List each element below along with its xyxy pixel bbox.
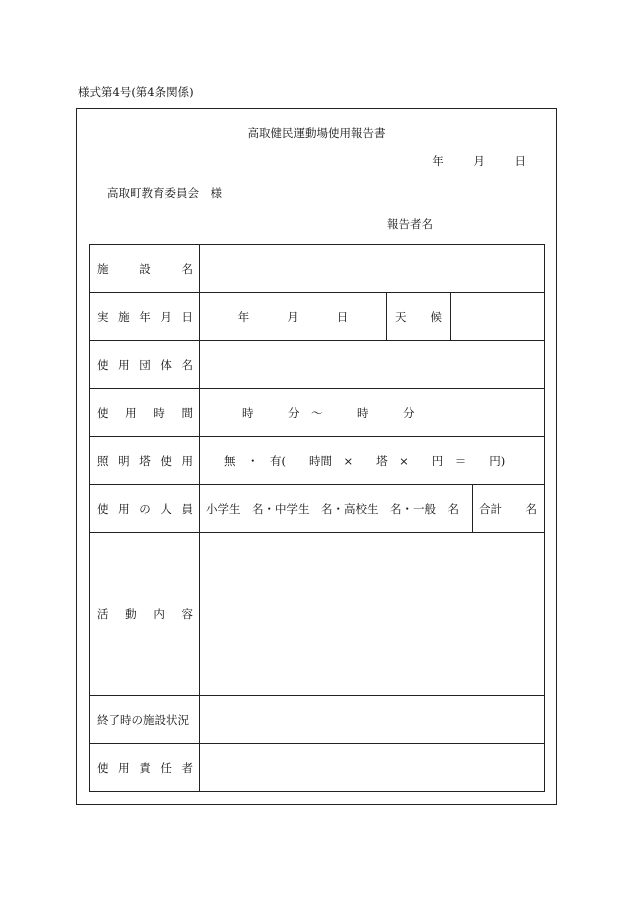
date-field-day: 日 xyxy=(336,309,349,324)
date-field-year: 年 xyxy=(237,309,250,324)
addressee: 高取町教育委員会 様 xyxy=(107,186,222,200)
weather-label xyxy=(387,293,451,340)
facility-field[interactable] xyxy=(200,245,545,293)
lighting-label: 照明塔使用 xyxy=(90,437,200,485)
form-title: 高取健民運動場使用報告書 xyxy=(247,126,386,140)
date-field[interactable] xyxy=(200,293,387,340)
total-label: 合計 xyxy=(479,501,502,516)
activity-field[interactable] xyxy=(200,533,545,696)
group-field[interactable] xyxy=(200,341,545,389)
row-group xyxy=(90,341,545,389)
manager-label: 使用責任者 xyxy=(90,744,200,792)
row-facility xyxy=(90,245,545,293)
total-field[interactable] xyxy=(473,485,544,532)
report-form xyxy=(76,108,557,805)
date-month: 月 xyxy=(473,154,485,168)
people-label: 使用の人員 xyxy=(90,485,200,533)
date-year: 年 xyxy=(432,154,444,168)
status-field[interactable] xyxy=(200,696,545,744)
weather-label-a: 天 xyxy=(395,309,407,324)
date-line xyxy=(406,153,526,169)
people-field[interactable]: 小学生 名・中学生 名・高校生 名・一般 名 xyxy=(200,485,473,532)
row-manager xyxy=(90,744,545,792)
row-time xyxy=(90,389,545,437)
date-label: 実施年月日 xyxy=(90,293,200,341)
facility-label: 施設名 xyxy=(90,245,200,293)
form-number: 様式第4号(第4条関係) xyxy=(78,85,194,99)
row-people xyxy=(90,485,545,533)
activity-label: 活動内容 xyxy=(90,533,200,696)
weather-label-b: 候 xyxy=(430,309,442,324)
weather-field[interactable] xyxy=(451,293,544,340)
form-table xyxy=(89,244,545,792)
lighting-field[interactable] xyxy=(200,437,545,485)
lighting-text: 無 ・ 有( 時間 × 塔 × 円 ＝ 円) xyxy=(224,453,506,468)
time-text: 時 分 ～ 時 分 xyxy=(242,405,415,420)
manager-field[interactable] xyxy=(200,744,545,792)
time-field[interactable] xyxy=(200,389,545,437)
row-status xyxy=(90,696,545,744)
time-label: 使用時間 xyxy=(90,389,200,437)
reporter-label: 報告者名 xyxy=(387,217,433,231)
status-label: 終了時の施設状況 xyxy=(90,696,200,744)
date-field-month: 月 xyxy=(287,309,299,324)
row-lighting xyxy=(90,437,545,485)
date-day: 日 xyxy=(514,154,526,168)
row-date xyxy=(90,293,545,341)
group-label: 使用団体名 xyxy=(90,341,200,389)
row-activity xyxy=(90,533,545,696)
total-unit: 名 xyxy=(525,501,537,516)
